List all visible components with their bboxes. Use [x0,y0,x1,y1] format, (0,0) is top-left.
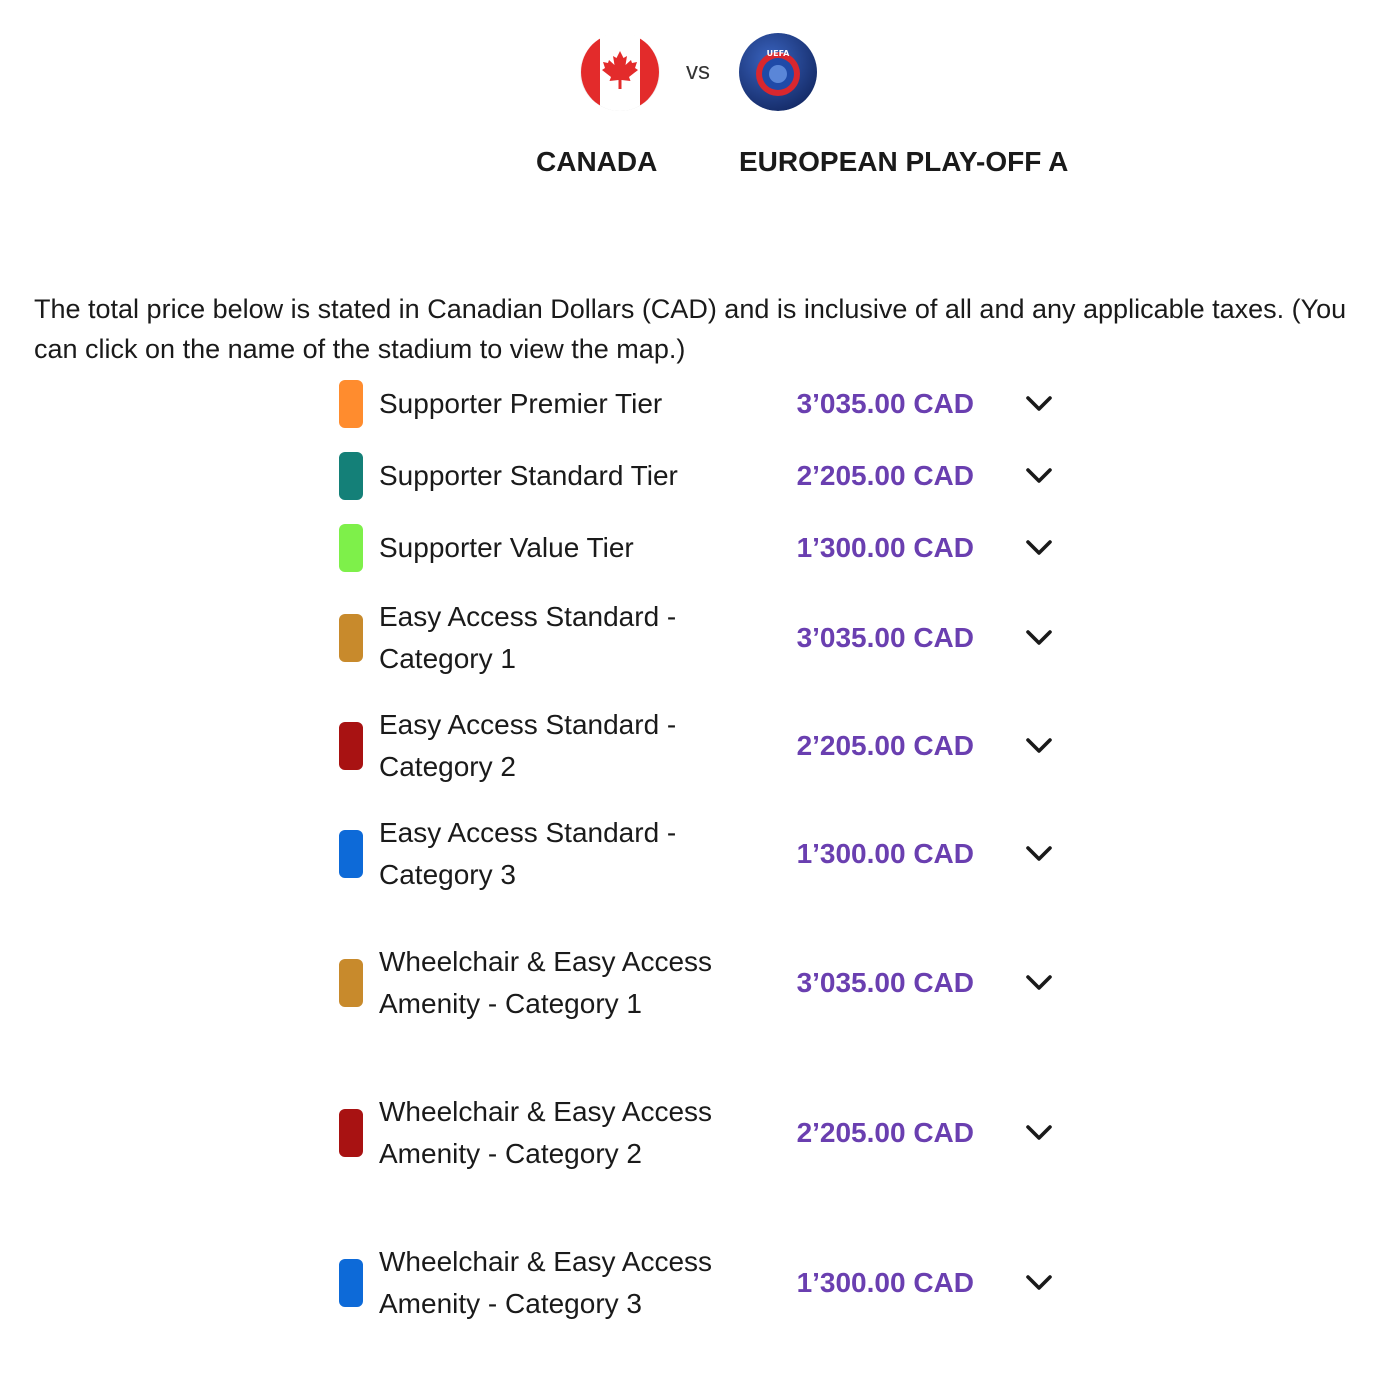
category-price: 2’205.00 CAD [796,460,974,491]
category-label: Supporter Premier Tier [379,388,663,419]
price-row[interactable] [338,368,1068,440]
chevron-down-icon[interactable] [1021,836,1057,872]
category-color-swatch [339,830,363,878]
category-label: Wheelchair & Easy Access Amenity - Category 3 [379,1246,713,1319]
price-row[interactable] [338,800,1068,908]
uefa-logo-text: UEFA [766,49,790,58]
category-label: Easy Access Standard - Category 3 [379,817,677,890]
category-price: 1’300.00 CAD [796,1267,974,1298]
home-team-name: CANADA [536,146,658,177]
category-label: Wheelchair & Easy Access Amenity - Category 2 [379,1096,713,1169]
category-color-swatch [339,524,363,572]
category-price: 2’205.00 CAD [796,730,974,761]
category-color-swatch [339,1109,363,1157]
price-row[interactable] [338,1058,1068,1208]
category-color-swatch [339,1259,363,1307]
category-color-swatch [339,614,363,662]
chevron-down-icon[interactable] [1021,530,1057,566]
category-color-swatch [339,452,363,500]
category-label: Supporter Value Tier [379,532,634,563]
away-team-name: EUROPEAN PLAY-OFF A [739,146,1069,177]
chevron-down-icon[interactable] [1021,620,1057,656]
price-row[interactable] [338,692,1068,800]
category-color-swatch [339,722,363,770]
category-label: Easy Access Standard - Category 2 [379,709,677,782]
chevron-down-icon[interactable] [1021,458,1057,494]
chevron-down-icon[interactable] [1021,386,1057,422]
vs-label: vs [686,58,710,85]
chevron-down-icon[interactable] [1021,965,1057,1001]
category-label: Supporter Standard Tier [379,460,678,491]
chevron-down-icon[interactable] [1021,728,1057,764]
price-row[interactable] [338,908,1068,1058]
category-price: 1’300.00 CAD [796,838,974,869]
price-row[interactable] [338,584,1068,692]
price-list [338,368,1068,1358]
chevron-down-icon[interactable] [1021,1265,1057,1301]
price-row[interactable] [338,512,1068,584]
price-note: The total price below is stated in Canadian Dollars (CAD) and is inclusive of all and any applicable taxes. (You can click on the name of the stadium to view the map.) [34,294,1347,364]
category-price: 3’035.00 CAD [796,388,974,419]
uefa-logo-icon [738,33,818,111]
category-label: Easy Access Standard - Category 1 [379,601,677,674]
category-label: Wheelchair & Easy Access Amenity - Category 1 [379,946,713,1019]
chevron-down-icon[interactable] [1021,1115,1057,1151]
price-row[interactable] [338,1208,1068,1358]
category-price: 2’205.00 CAD [796,1117,974,1148]
price-row[interactable] [338,440,1068,512]
category-price: 1’300.00 CAD [796,532,974,563]
match-header [0,0,1396,200]
category-color-swatch [339,959,363,1007]
category-price: 3’035.00 CAD [796,622,974,653]
canada-flag-icon [580,33,660,111]
category-price: 3’035.00 CAD [796,967,974,998]
category-color-swatch [339,380,363,428]
